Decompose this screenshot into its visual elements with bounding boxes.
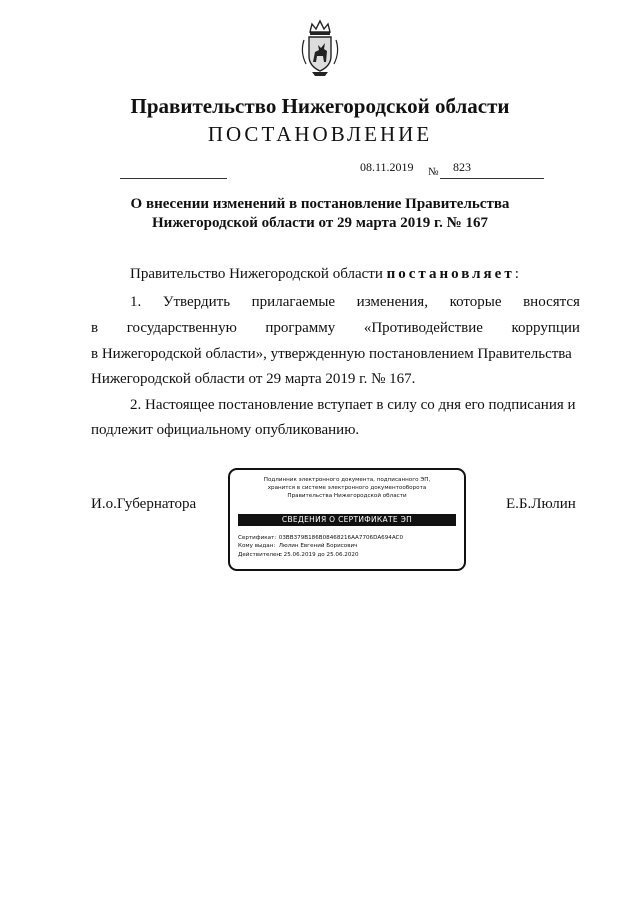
signatory-name: Е.Б.Люлин [506,496,576,512]
heading-line: Нижегородской области от 29 марта 2019 г. № 167 [152,215,488,231]
validity-label: Действителен: [238,551,282,558]
document-type: ПОСТАНОВЛЕНИЕ [207,122,433,146]
paragraph-1-line-4: Нижегородской области от 29 марта 2019 г. № 167. [91,371,416,387]
issued-to-value: Люлин Евгений Борисович [278,543,358,550]
paragraph-1-line-2 [91,316,580,341]
word: государственную [126,320,237,336]
intro-paragraph [130,262,590,287]
number-sign: № [428,166,439,178]
e-signature-stamp [228,468,466,571]
number-underline [440,178,544,179]
stamp-note-line: Правительства Нижегородской области [287,493,407,499]
paragraph-2-line-2: подлежит официальному опубликованию. [91,422,360,438]
word: которые [449,294,502,310]
word: программу [265,320,336,336]
word: коррупции [511,320,580,336]
word: «Противодействие [363,320,483,336]
word: 1. [130,294,142,310]
validity-row [238,551,403,559]
intro-keyword: постановляет [386,266,515,282]
paragraph-1-line-3: в Нижегородской области», утвержденную постановлением Правительства [91,346,572,362]
paragraph-2-line-1: 2. Настоящее постановление вступает в силу со дня его подписания и [130,397,576,413]
word: вносятся [523,294,580,310]
certificate-label: Сертификат: [238,535,277,541]
paragraph-1-line-1 [130,290,580,315]
word: в [91,320,99,336]
signatory-role: И.о.Губернатора [91,496,197,512]
document-heading [0,195,640,233]
word: Утвердить [162,294,231,310]
validity-value: с 25.06.2019 до 25.06.2020 [278,551,359,558]
word: прилагаемые [251,294,336,310]
certificate-details [238,534,403,559]
issued-to-row [238,542,403,550]
stamp-note-line: Подлинник электронного документа, подписанного ЭП, [263,477,431,483]
certificate-value: 03BB379B186B08468216AA7706DA694AC0 [278,535,404,541]
stamp-note [230,476,464,500]
document-number: 823 [453,160,471,174]
word: изменения, [356,294,428,310]
stamp-note-line: хранится в системе электронного документооборота [267,485,427,491]
organization-title: Правительство Нижегородской области [130,94,510,118]
document-date: 08.11.2019 [360,160,414,174]
certificate-row [238,534,403,542]
blank-line-left [120,178,227,179]
certificate-info-bar: СВЕДЕНИЯ О СЕРТИФИКАТЕ ЭП [238,514,456,526]
intro-suffix: : [514,266,519,282]
coat-of-arms-icon [298,18,342,78]
issued-to-label: Кому выдан: [238,543,276,550]
intro-prefix: Правительство Нижегородской области [130,266,383,282]
heading-line: О внесении изменений в постановление Правительства [130,196,510,212]
